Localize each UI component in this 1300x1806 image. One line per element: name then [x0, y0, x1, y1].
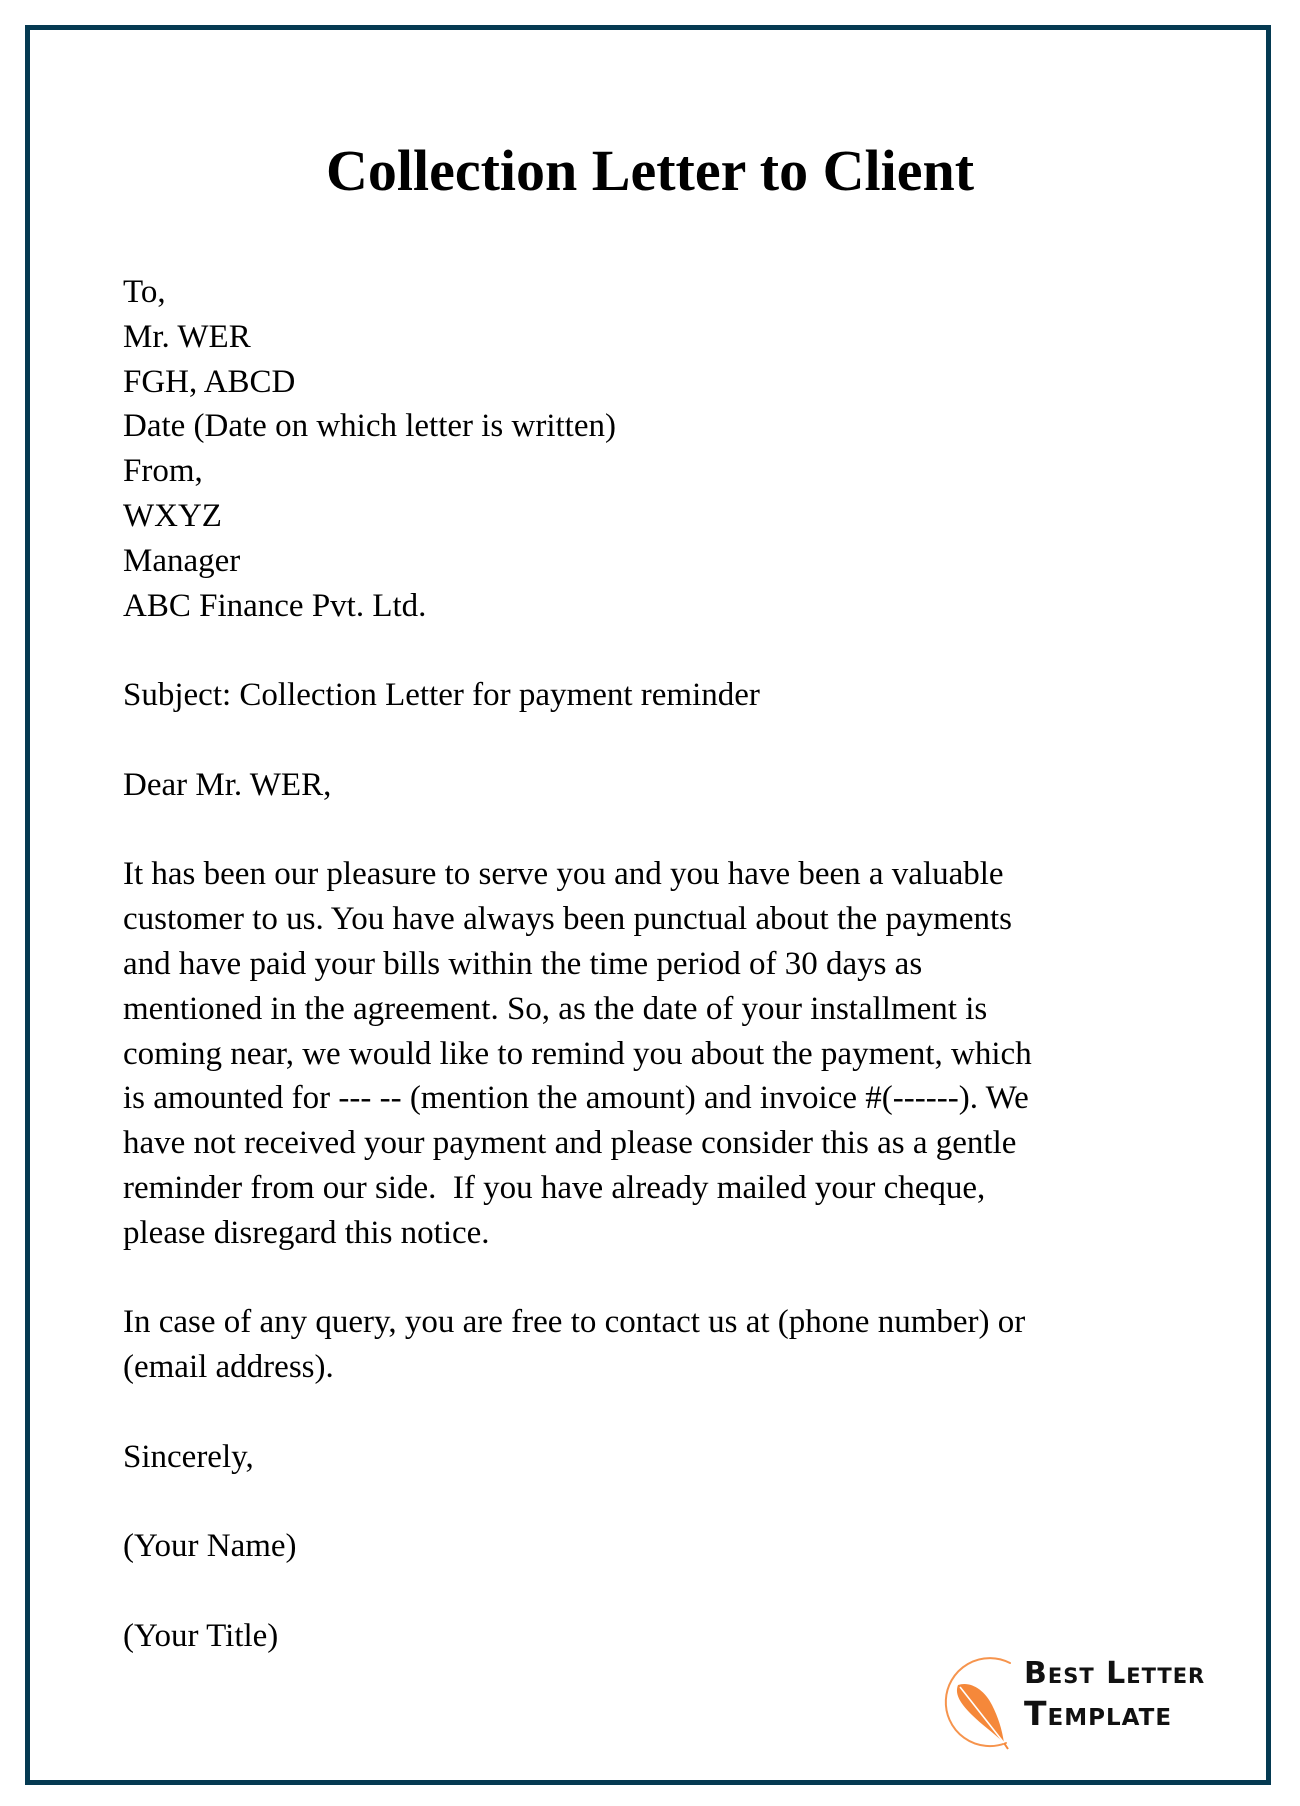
logo-text-line1: Best Letter [1024, 1656, 1206, 1691]
spacer [123, 1390, 1203, 1435]
paragraph-line: In case of any query, you are free to contact us at (phone number) or [123, 1304, 1026, 1341]
to-label: To, [123, 274, 166, 310]
spacer [123, 1256, 1203, 1301]
signature-name: (Your Name) [123, 1528, 297, 1565]
page-title: Collection Letter to Client [325, 138, 975, 203]
recipient-address: FGH, ABCD [123, 363, 296, 400]
sender-title: Manager [123, 542, 241, 579]
letter-date: Date (Date on which letter is written) [123, 408, 616, 445]
salutation: Dear Mr. WER, [123, 766, 332, 803]
spacer [123, 1480, 1203, 1525]
paragraph-line: reminder from our side. If you have already mailed your cheque, [123, 1169, 986, 1206]
spacer [123, 1569, 1203, 1614]
from-label: From, [123, 453, 203, 490]
sender-name: WXYZ [123, 497, 222, 534]
paragraph-line: is amounted for --- -- (mention the amount) and invoice #(------). We [123, 1080, 1029, 1117]
body-paragraph-2 [123, 1300, 1203, 1390]
logo-text-line2: Template [1024, 1694, 1173, 1733]
sender-company: ABC Finance Pvt. Ltd. [123, 587, 427, 624]
paragraph-line: have not received your payment and please consider this as a gentle [123, 1125, 1017, 1162]
paragraph-line: (email address). [123, 1349, 334, 1386]
recipient-name: Mr. WER [123, 318, 251, 355]
subject-line: Subject: Collection Letter for payment reminder [123, 677, 760, 714]
paragraph-line: please disregard this notice. [123, 1214, 490, 1251]
paragraph-line: mentioned in the agreement. So, as the date of your installment is [123, 990, 988, 1027]
letter-body [123, 270, 1203, 1659]
brand-logo [940, 1655, 1210, 1750]
body-paragraph-1 [123, 852, 1203, 1255]
paragraph-line: and have paid your bills within the time period of 30 days as [123, 945, 923, 982]
signature-title: (Your Title) [123, 1617, 279, 1654]
feather-quill-icon [940, 1655, 1024, 1750]
spacer [123, 808, 1203, 853]
paragraph-line: customer to us. You have always been punctual about the payments [123, 901, 1012, 938]
paragraph-line: coming near, we would like to remind you about the payment, which [123, 1035, 1032, 1072]
paragraph-line: It has been our pleasure to serve you and you have been a valuable [123, 856, 1004, 893]
spacer [123, 718, 1203, 763]
closing: Sincerely, [123, 1438, 254, 1475]
spacer [123, 628, 1203, 673]
